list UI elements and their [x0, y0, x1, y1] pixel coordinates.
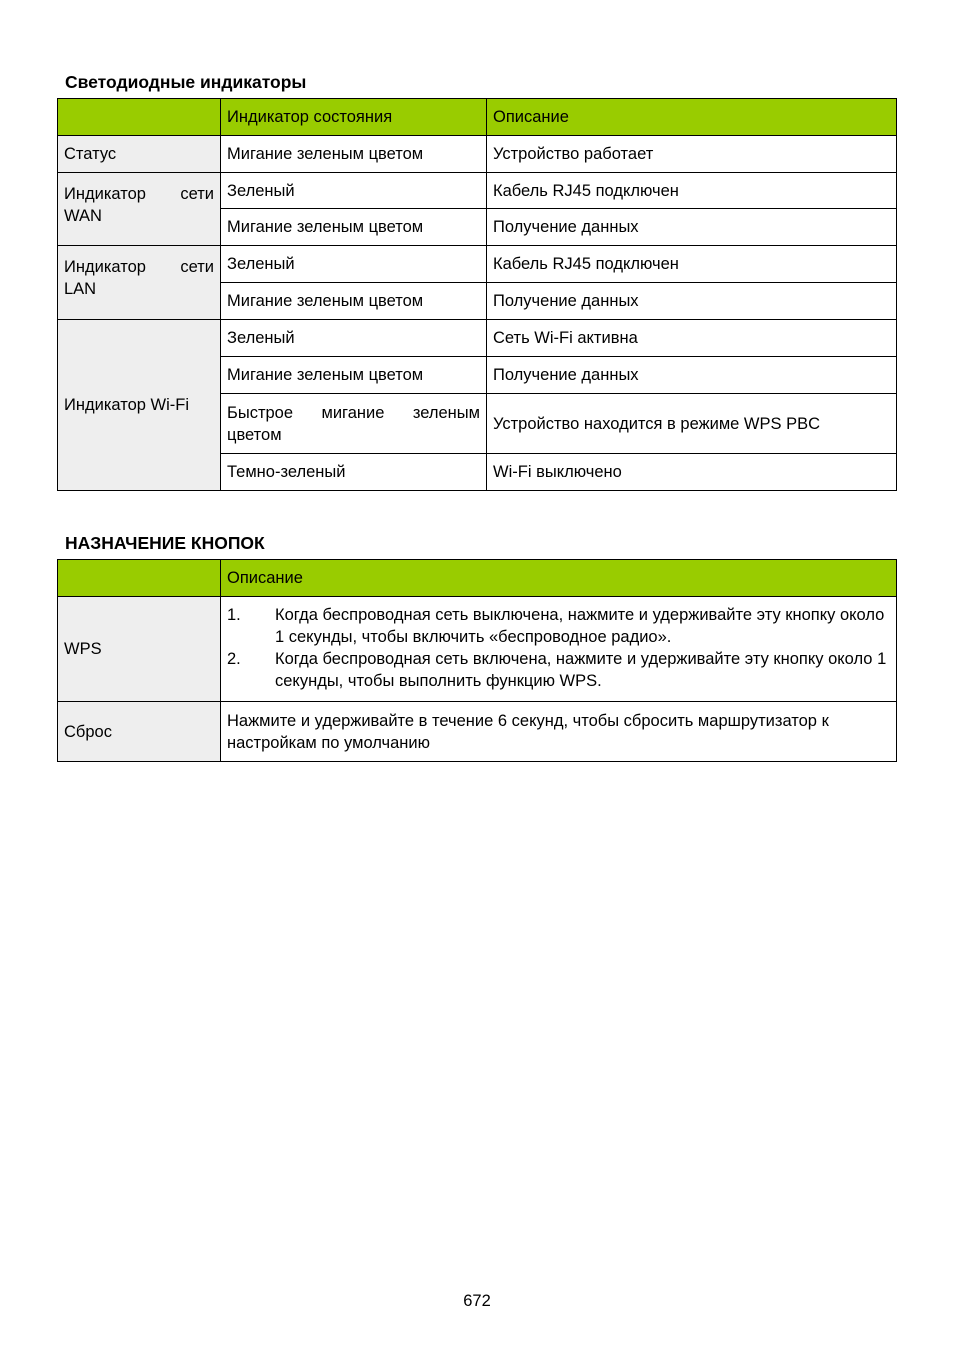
cell-state	[221, 394, 487, 454]
table-row	[58, 136, 897, 173]
cell-state: Мигание зеленым цветом	[221, 357, 487, 394]
wps-instructions-list	[227, 604, 890, 692]
row-label-word: WAN	[64, 207, 102, 225]
header-cell-description: Описание	[487, 99, 897, 136]
cell-description: Wi-Fi выключено	[487, 454, 897, 491]
page-number: 672	[463, 1292, 491, 1310]
cell-description: Устройство находится в режиме WPS PBC	[487, 394, 897, 454]
table-header-row	[58, 560, 897, 597]
buttons-table	[57, 559, 897, 762]
row-label-wps: WPS	[58, 597, 221, 702]
list-item	[227, 604, 890, 648]
cell-state-line: Быстрое мигание зеленым	[227, 403, 480, 422]
buttons-section-title: НАЗНАЧЕНИЕ КНОПОК	[65, 533, 265, 553]
row-label-wifi: Индикатор Wi-Fi	[58, 320, 221, 491]
cell-description: Нажмите и удерживайте в течение 6 секунд, чтобы сбросить маршрутизатор к настройкам по умолчанию	[221, 702, 897, 762]
cell-state: Темно-зеленый	[221, 454, 487, 491]
cell-description: Кабель RJ45 подключен	[487, 173, 897, 209]
cell-description: Кабель RJ45 подключен	[487, 246, 897, 283]
row-label-word: Индикатор	[64, 185, 146, 203]
list-item	[227, 648, 890, 692]
header-cell-description: Описание	[221, 560, 897, 597]
header-cell-empty	[58, 99, 221, 136]
cell-state: Мигание зеленым цветом	[221, 209, 487, 246]
row-label-word: сети	[180, 258, 214, 276]
list-item-number: 1.	[227, 606, 241, 624]
header-cell-empty	[58, 560, 221, 597]
table-header-row	[58, 99, 897, 136]
cell-state: Зеленый	[221, 320, 487, 357]
list-item-text: Когда беспроводная сеть включена, нажмите и удерживайте эту кнопку около 1 секунды, чтобы выполнить функцию WPS.	[275, 650, 887, 690]
list-item-text: Когда беспроводная сеть выключена, нажмите и удерживайте эту кнопку около 1 секунды, чтобы включить «беспроводное радио».	[275, 606, 885, 646]
cell-description: Сеть Wi-Fi активна	[487, 320, 897, 357]
cell-description: Получение данных	[487, 357, 897, 394]
row-label-lan	[58, 246, 221, 320]
cell-state: Мигание зеленым цветом	[221, 136, 487, 173]
table-row	[58, 173, 897, 209]
cell-state: Зеленый	[221, 173, 487, 209]
cell-description: Устройство работает	[487, 136, 897, 173]
row-label-wan	[58, 173, 221, 246]
row-label-word: LAN	[64, 280, 97, 298]
cell-state: Зеленый	[221, 246, 487, 283]
cell-description: Получение данных	[487, 283, 897, 320]
row-label-word: Индикатор	[64, 258, 146, 276]
header-cell-state: Индикатор состояния	[221, 99, 487, 136]
table-row	[58, 320, 897, 357]
row-label-reset: Сброс	[58, 702, 221, 762]
cell-state: Мигание зеленым цветом	[221, 283, 487, 320]
row-label-word: сети	[180, 185, 214, 203]
cell-description	[221, 597, 897, 702]
led-indicator-table	[57, 98, 897, 491]
cell-description: Получение данных	[487, 209, 897, 246]
row-label-status: Статус	[58, 136, 221, 173]
table-row	[58, 597, 897, 702]
cell-state-line: цветом	[227, 425, 282, 444]
table-row	[58, 702, 897, 762]
led-section-title: Светодиодные индикаторы	[65, 72, 307, 92]
table-row	[58, 246, 897, 283]
list-item-number: 2.	[227, 650, 241, 668]
